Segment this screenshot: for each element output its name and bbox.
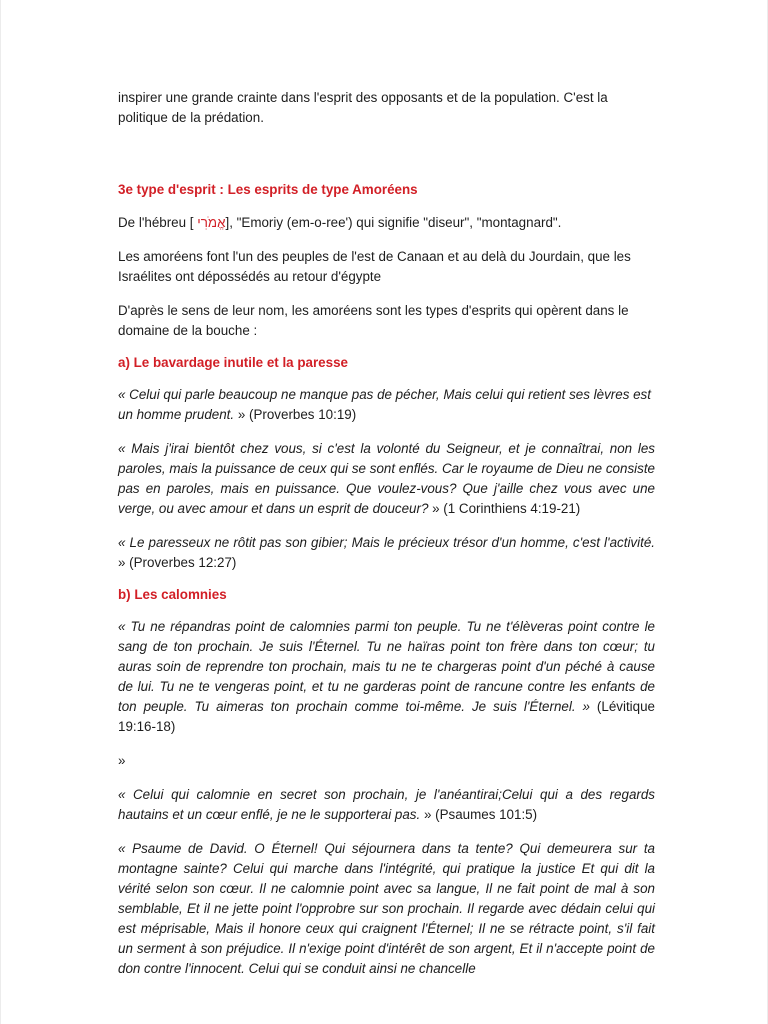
quote-a-3-ref: » (Proverbes 12:27)	[118, 555, 237, 570]
mouth-paragraph: D'après le sens de leur nom, les amoréens sont les types d'esprits qui opèrent dans le domaine de la bouche :	[118, 303, 629, 338]
etymology-prefix: De l'hébreu [	[118, 215, 198, 230]
quote-a-3	[118, 533, 655, 573]
quote-b-3-ref: » (Psaumes 101:5)	[420, 807, 538, 822]
quote-a-3-text: « Le paresseux ne rôtit pas son gibier; Mais le précieux trésor d'un homme, c'est l'activité.	[118, 535, 655, 550]
quote-a-2-ref: » (1 Corinthiens 4:19-21)	[428, 501, 581, 516]
quote-b-1-ref: (Lévitique 19:16-18)	[118, 699, 655, 734]
quote-b-1-text: « Tu ne répandras point de calomnies parmi ton peuple. Tu ne t'élèveras point contre le sang de ton prochain. Je suis l'Éternel. Tu ne haïras point ton frère dans ton cœur; tu auras soin de reprendre ton prochain, mais tu ne te chargeras point d'un péché à cause de lui. Tu ne te vengeras point, et tu ne garderas point de rancune contre les enfants de ton peuple. Tu aimeras ton prochain comme toi-même. Je suis l'Éternel. »	[118, 619, 655, 714]
section-3-heading: 3e type d'esprit : Les esprits de type Amoréens	[118, 182, 418, 197]
quote-a-1-text: « Celui qui parle beaucoup ne manque pas de pécher, Mais celui qui retient ses lèvres est un homme prudent.	[118, 387, 651, 422]
amoreens-paragraph: Les amoréens font l'un des peuples de l'est de Canaan et au delà du Jourdain, que les Israélites ont dépossédés au retour d'égypte	[118, 249, 631, 284]
quote-a-1-ref: » (Proverbes 10:19)	[234, 407, 357, 422]
etymology-suffix: ], "Emoriy (em-o-ree') qui signifie "diseur", "montagnard".	[225, 215, 562, 230]
quote-b-2-ref: »	[118, 753, 126, 768]
quote-a-1	[118, 385, 655, 425]
intro-paragraph: inspirer une grande crainte dans l'esprit des opposants et de la population. C'est la politique de la prédation.	[118, 90, 608, 125]
quote-b-2	[118, 751, 655, 771]
quote-a-2-text: « Mais j'irai bientôt chez vous, si c'est la volonté du Seigneur, et je connaîtrai, non les paroles, mais la puissance de ceux qui se sont enflés. Car le royaume de Dieu ne consiste pas en paroles, mais en puissance. Que voulez-vous? Que j'aille chez vous avec une verge, ou avec amour et dans un esprit de douceur?	[118, 441, 655, 516]
etymology-paragraph	[118, 213, 655, 233]
quote-b-4-text: « Psaume de David. O Éternel! Qui séjournera dans ta tente? Qui demeurera sur ta montagne sainte? Celui qui marche dans l'intégrité, qui pratique la justice Et qui dit la vérité selon son cœur. Il ne calomnie point avec sa langue, Il ne fait point de mal à son semblable, Et il ne jette point l'opprobre sur son prochain. Il regarde avec dédain celui qui est méprisable, Mais il honore ceux qui craignent l'Éternel; Il ne se rétracte point, s'il fait un serment à son préjudice. Il n'exige point d'intérêt de son argent, Et il n'accepte point de don contre l'innocent. Celui qui se conduit ainsi ne chancelle	[118, 841, 655, 976]
quote-b-1	[118, 617, 655, 737]
quote-b-3-text: « Celui qui calomnie en secret son prochain, je l'anéantirai;Celui qui a des regards hautains et un cœur enflé, je ne le supporterai pas.	[118, 787, 655, 822]
quote-b-4	[118, 839, 655, 979]
subsection-b-heading: b) Les calomnies	[118, 587, 227, 602]
quote-a-2	[118, 439, 655, 519]
subsection-a-heading: a) Le bavardage inutile et la paresse	[118, 355, 348, 370]
quote-b-3	[118, 785, 655, 825]
page-content	[118, 88, 655, 979]
hebrew-word: אֱמֹרִי	[197, 215, 226, 230]
